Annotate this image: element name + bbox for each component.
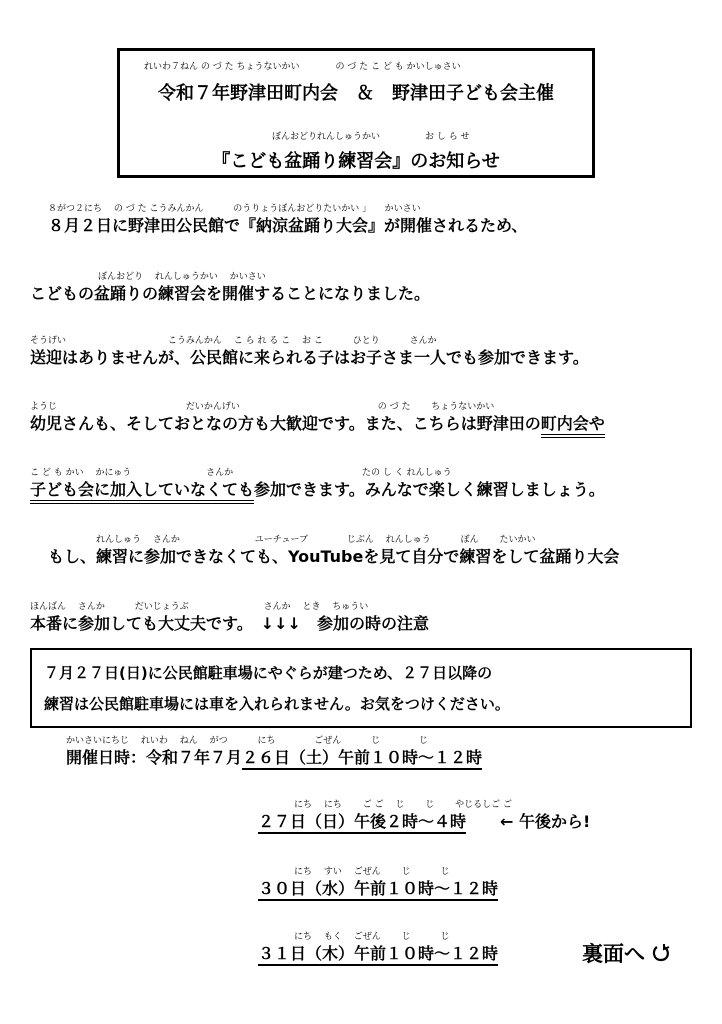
return-arrow-icon	[650, 942, 672, 964]
paragraph-6-ruby: れんしゅう さんか ユーチューブ じぶん れんしゅう ぼん たいかい	[96, 535, 536, 545]
paragraph-3: 送迎はありませんが、公民館に来られる子はお子さま一人でも参加できます。	[30, 348, 589, 367]
paragraph-5	[30, 482, 605, 498]
title-line1-ruby: れいわ７ねん の づ た ちょうないかい の づ た こ ど も かいしゅさい	[144, 62, 461, 72]
schedule-2-ruby: にち にち ご ご じ じ やじるしご ご	[294, 800, 513, 810]
notice-line-2: 練習は公民館駐車場には車を入れられません。お気をつけください。	[44, 695, 510, 713]
schedule-3-ruby: にち すい ごぜん じ じ	[294, 867, 450, 877]
paragraph-5-emphasis: 子ども会に加入していなくても	[30, 480, 254, 504]
paragraph-1: ８月２日に野津田公民館で『納涼盆踊り大会』が開催されるため、	[48, 216, 528, 235]
notice-line-1: ７月２７日(日)に公民館駐車場にやぐらが建つため、２７日以降の	[44, 664, 493, 682]
paragraph-5-text: 参加できます。みんなで楽しく練習しましょう。	[254, 480, 605, 499]
paragraph-4-emphasis: 町内会や	[541, 414, 605, 438]
paragraph-6: もし、練習に参加できなくても、YouTubeを見て自分で練習をして盆踊り大会	[48, 547, 620, 566]
schedule-row-3	[258, 881, 498, 897]
paragraph-7-ruby: ほんばん さんか だいじょうぶ さんか とき ちゅうい	[30, 602, 369, 612]
schedule-date-4: ３１日（木）午前１０時～１２時	[258, 944, 498, 966]
back-label-text: 裏面へ	[582, 942, 645, 966]
paragraph-1-ruby: ８がつ２にち の づ た こうみんかん のうりょうぼんおどりたいかい 」 かいさい	[48, 204, 421, 214]
paragraph-7: 本番に参加しても大丈夫です。 ↓↓↓ 参加の時の注意	[30, 614, 429, 633]
paragraph-2: こどもの盆踊りの練習会を開催することになりました。	[30, 284, 431, 303]
title-line1: 令和７年野津田町内会 ＆ 野津田子ども会主催	[158, 83, 554, 104]
title-line2-ruby: ぼんおどりれんしゅうかい お し ら せ	[272, 132, 470, 142]
title-line2: 『こども盆踊り練習会』のお知らせ	[212, 151, 500, 172]
schedule-row-1	[66, 750, 482, 766]
schedule-row-2	[258, 814, 590, 830]
schedule-row-4	[258, 946, 498, 962]
paragraph-5-ruby: こ ど も かい かにゅう さんか たの し く れんしゅう	[30, 468, 452, 478]
schedule-label: 開催日時：令和７年７月	[66, 748, 243, 767]
paragraph-3-ruby: そうげい こうみんかん こ ら れ る こ お こ ひとり さんか	[30, 336, 437, 346]
notice-box	[30, 648, 692, 728]
title-box	[117, 48, 595, 178]
schedule-date-2: ２７日（日）午後２時～４時	[258, 812, 466, 834]
schedule-4-ruby: にち もく ごぜん じ じ	[294, 932, 450, 942]
schedule-note: ← 午後から!	[500, 812, 591, 831]
schedule-date-3: ３０日（水）午前１０時～１２時	[258, 879, 498, 901]
paragraph-2-ruby: ぼんおどり れんしゅうかい かいさい	[98, 272, 266, 282]
schedule-1-ruby: かいさいにちじ れいわ ねん がつ にち ごぜん じ じ	[66, 736, 429, 746]
paragraph-4-text: 幼児さんも、そしておとなの方も大歓迎です。また、こちらは野津田の	[30, 414, 541, 433]
schedule-date-1: ２６日（土）午前１０時～１２時	[242, 748, 482, 770]
back-page-label	[582, 938, 672, 968]
paragraph-4-ruby: ようじ だいかんげい の づ た ちょうないかい	[30, 402, 495, 412]
paragraph-4	[30, 416, 605, 432]
